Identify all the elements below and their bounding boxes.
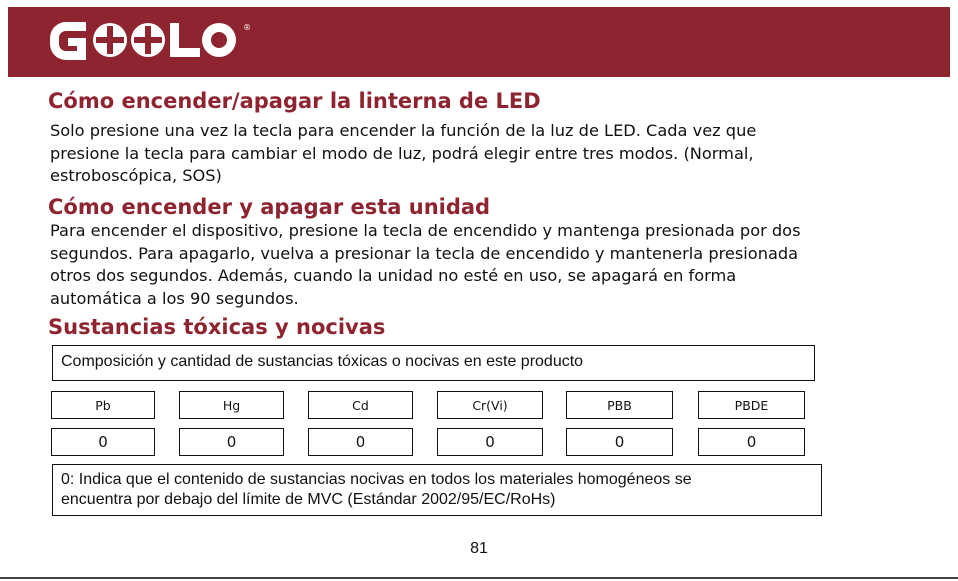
flashlight-line: presione la tecla para cambiar el modo de luz, podrá elegir entre tres modos. (Normal, [50, 143, 754, 163]
gooloo-logo [48, 20, 258, 64]
power-line: segundos. Para apagarlo, vuelva a presionar la tecla de encendido y mantenerla presionada [50, 243, 799, 263]
substance-header-pb: Pb [51, 391, 155, 419]
flashlight-paragraph [50, 120, 756, 188]
bottom-divider [0, 577, 958, 579]
substance-value-pbb: 0 [566, 428, 673, 456]
flashlight-line: Solo presione una vez la tecla para encender la función de la luz de LED. Cada vez que [50, 121, 757, 140]
substances-note-line: encuentra por debajo del límite de MVC (Estándar 2002/95/EC/RoHs) [61, 491, 556, 508]
power-line: Para encender el dispositivo, presione la tecla de encendido y mantenga presionada por dos [50, 221, 801, 240]
substance-header-hg: Hg [179, 391, 284, 419]
substance-value-hg: 0 [179, 428, 284, 456]
substance-value-pbde: 0 [698, 428, 805, 456]
substance-header-cd: Cd [308, 391, 413, 419]
substance-header-crvi: Cr(Vi) [437, 391, 543, 419]
svg-text:®: ® [243, 23, 251, 32]
substances-note-line: 0: Indica que el contenido de sustancias nocivas en todos los materiales homogéneos se [61, 471, 692, 488]
heading-power: Cómo encender y apagar esta unidad [48, 195, 491, 219]
flashlight-line: estroboscópica, SOS) [50, 166, 222, 185]
power-line: otros dos segundos. Además, cuando la unidad no esté en uso, se apagará en forma [50, 266, 737, 285]
substances-note-box [52, 464, 822, 516]
substance-value-pb: 0 [51, 428, 155, 456]
substances-caption-box [52, 345, 815, 381]
substance-header-pbde: PBDE [698, 391, 805, 419]
heading-toxic-substances: Sustancias tóxicas y nocivas [48, 315, 386, 339]
power-paragraph [50, 220, 801, 310]
substances-caption: Composición y cantidad de sustancias tóxicas o nocivas en este producto [61, 353, 584, 370]
substance-value-cd: 0 [308, 428, 413, 456]
gooloo-logo-mark [48, 20, 258, 64]
power-line: automática a los 90 segundos. [50, 288, 299, 308]
substance-value-crvi: 0 [437, 428, 543, 456]
substance-header-pbb: PBB [566, 391, 673, 419]
heading-flashlight: Cómo encender/apagar la linterna de LED [48, 89, 541, 113]
page-number: 81 [470, 540, 488, 557]
